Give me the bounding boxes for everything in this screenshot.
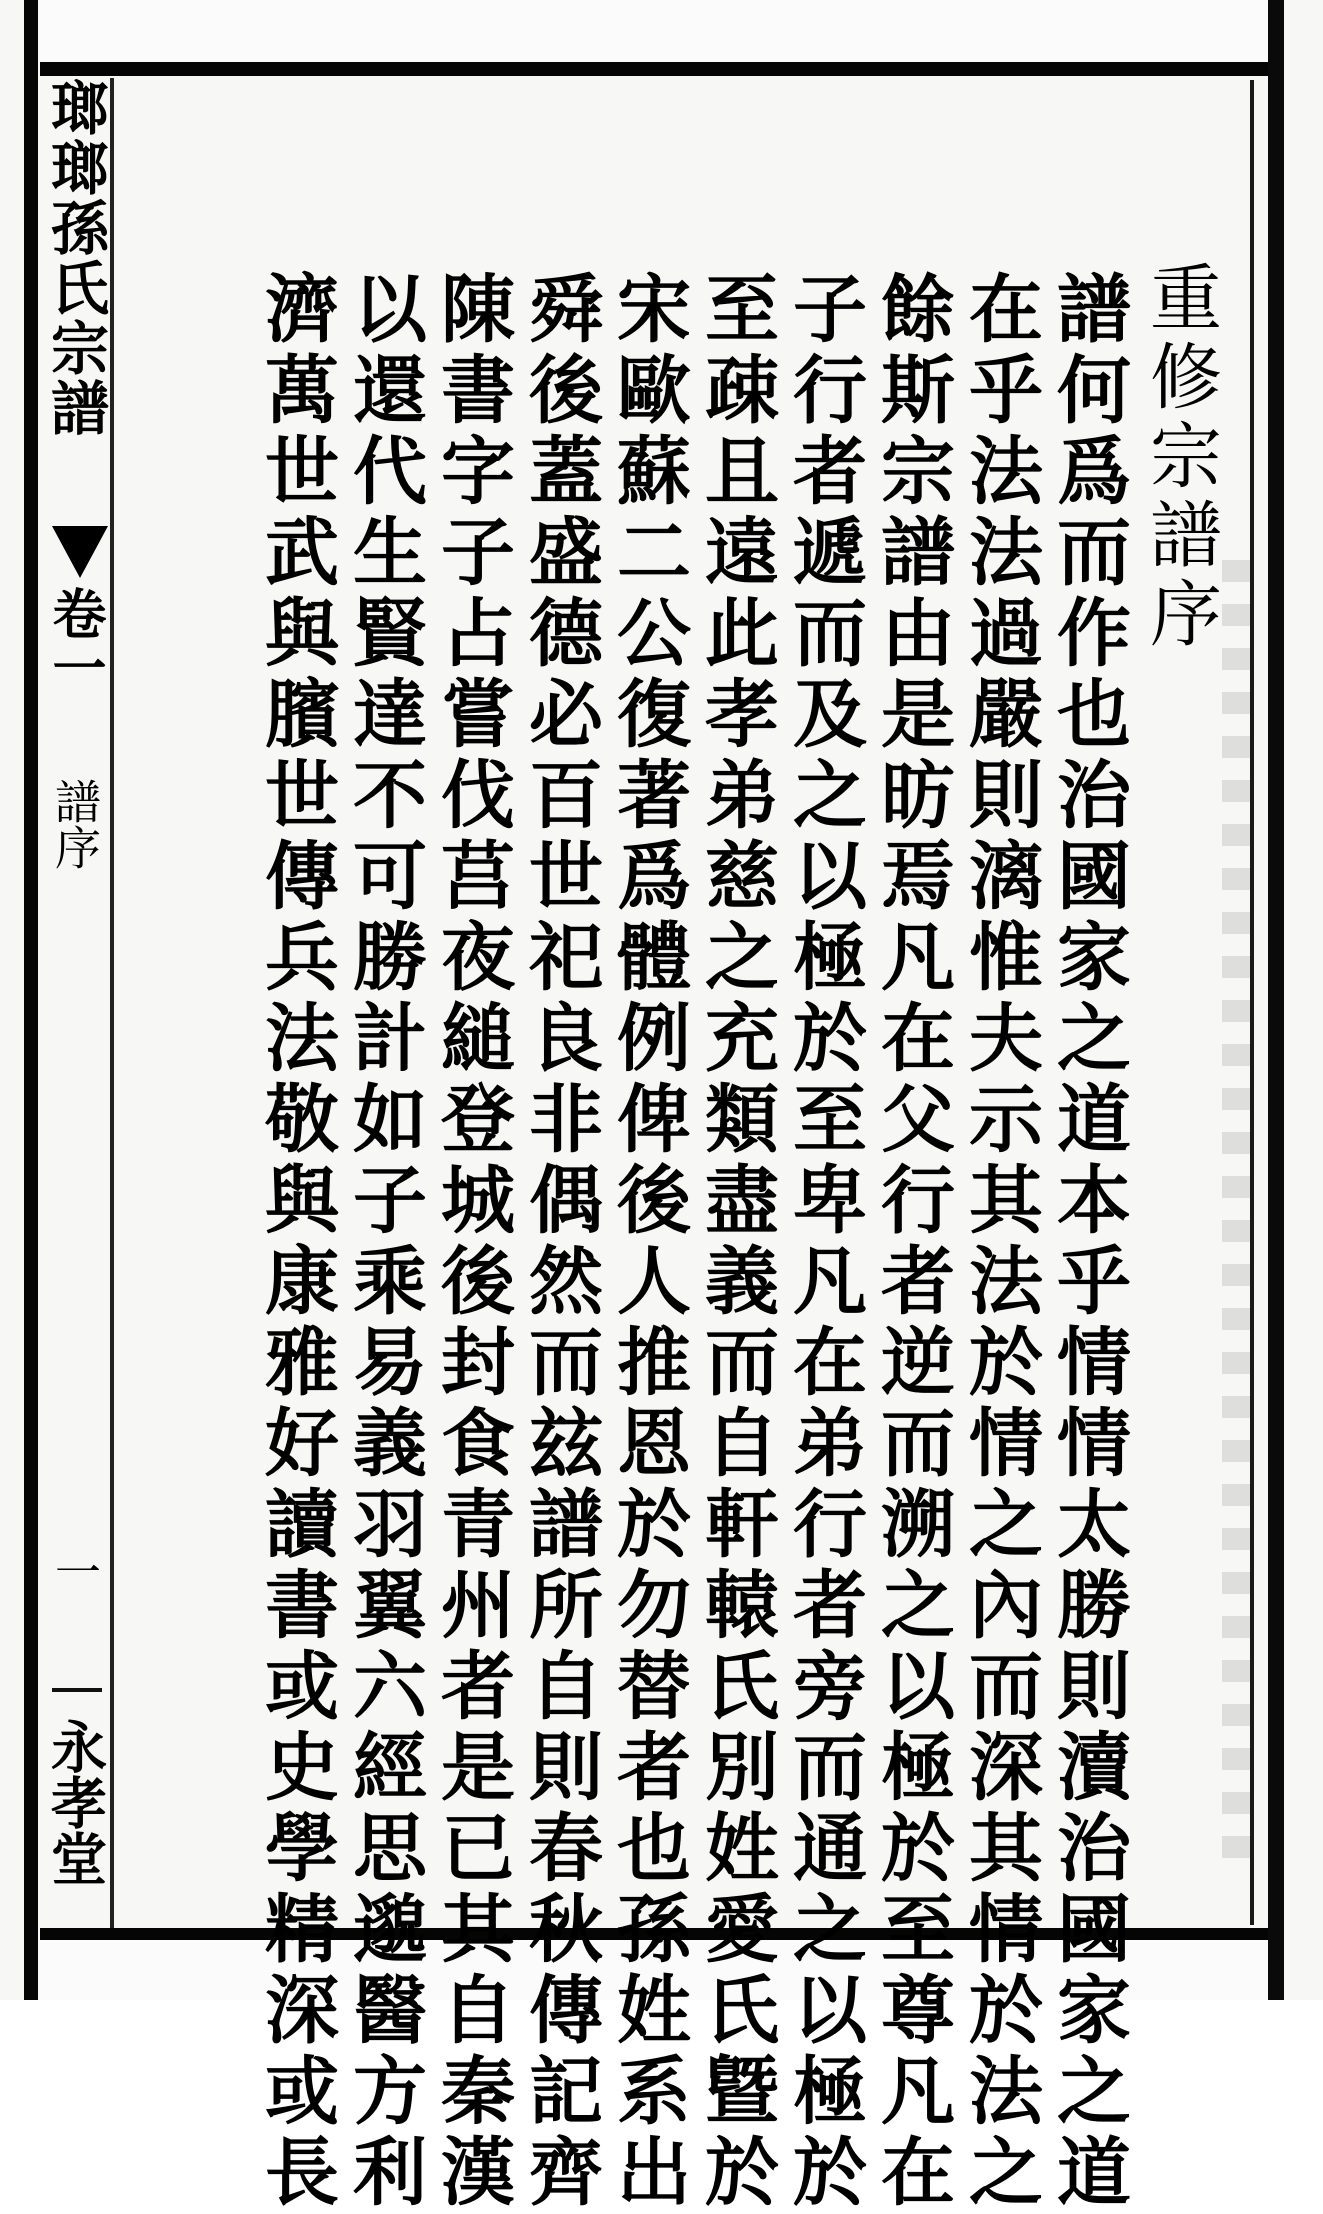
text-column: 宋歐蘇二公復著爲體例俾後人推恩於勿替者也孫姓系出 bbox=[605, 270, 691, 2214]
right-inner-rule bbox=[1250, 80, 1254, 1925]
right-border-rule bbox=[1268, 0, 1284, 2000]
text-column: 舜後蓋盛德必百世祀良非偶然而玆譜所自則春秋傳記齊 bbox=[517, 270, 603, 2214]
preface-heading: 重修宗譜序 bbox=[1138, 260, 1222, 655]
text-column: 在乎法法過嚴則漓惟夫示其法於情之內而深其情於法之 bbox=[957, 270, 1043, 2214]
hall-name: 永孝堂 bbox=[42, 1718, 108, 1886]
volume-label: 卷一 bbox=[44, 586, 108, 694]
section-label: 譜序 bbox=[48, 778, 102, 870]
book-title: 瑯瑯孫氏宗譜 bbox=[41, 78, 109, 438]
page-margin-column bbox=[40, 78, 110, 1928]
top-margin bbox=[40, 0, 1268, 62]
fishtail-mark-icon bbox=[52, 526, 108, 578]
text-column: 至疎且遠此孝弟慈之充類盡義而自軒轅氏別姓愛氏曁於 bbox=[693, 270, 779, 2214]
text-column: 餘斯宗譜由是昉焉凡在父行者逆而溯之以極於至尊凡在 bbox=[869, 270, 955, 2214]
left-border-rule bbox=[24, 0, 38, 2000]
margin-divider-rule bbox=[110, 78, 114, 1928]
text-column: 以還代生賢達不可勝計如子乘易義羽翼六經思邈醫方利 bbox=[341, 270, 427, 2214]
page-number: 一 bbox=[48, 1548, 102, 1594]
preface-text-block bbox=[118, 260, 1228, 2214]
text-column: 陳書字子占嘗伐莒夜縋登城後封食青州者是已其自秦漢 bbox=[429, 270, 515, 2214]
margin-separator bbox=[52, 1688, 102, 1692]
text-column: 譜何爲而作也治國家之道本乎情情太勝則瀆治國家之道 bbox=[1045, 270, 1131, 2214]
top-border-rule bbox=[40, 62, 1280, 76]
text-column: 濟萬世武與臏世傳兵法敬與康雅好讀書或史學精深或長 bbox=[253, 270, 339, 2214]
text-column: 子行者遞而及之以極於至卑凡在弟行者旁而通之以極於 bbox=[781, 270, 867, 2214]
